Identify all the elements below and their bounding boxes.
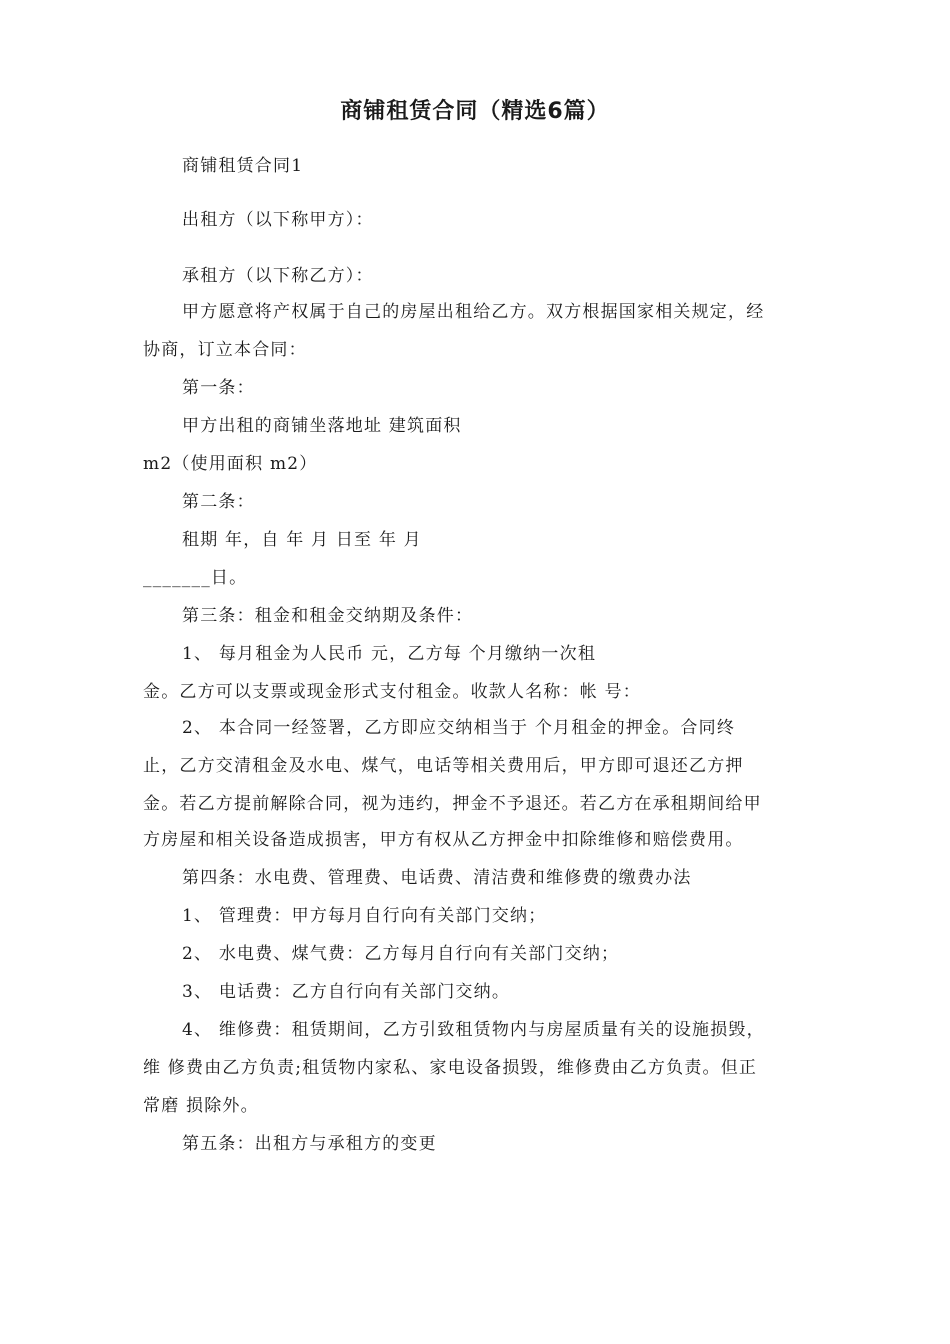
paragraph-line: 租期 年，自 年 月 日至 年 月 <box>182 530 422 550</box>
paragraph-line: 甲方出租的商铺坐落地址 建筑面积 <box>182 416 462 436</box>
article-heading: 第二条： <box>182 492 255 512</box>
paragraph-line: 常磨 损除外。 <box>143 1096 259 1116</box>
paragraph-line: 金。乙方可以支票或现金形式支付租金。收款人名称：帐 号： <box>143 682 642 702</box>
section-heading-contract-1: 商铺租赁合同1 <box>182 156 304 176</box>
list-item: 2、 水电费、煤气费：乙方每月自行向有关部门交纳； <box>182 944 620 964</box>
article-heading: 第三条：租金和租金交纳期及条件： <box>182 606 474 626</box>
paragraph-line: _______日。 <box>143 568 248 588</box>
paragraph-line: 金。若乙方提前解除合同，视为违约，押金不予退还。若乙方在承租期间给甲 <box>143 794 762 814</box>
article-heading: 第四条：水电费、管理费、电话费、清洁费和维修费的缴费办法 <box>182 868 692 888</box>
article-heading: 第五条：出租方与承租方的变更 <box>182 1134 437 1154</box>
paragraph-line: 止，乙方交清租金及水电、煤气，电话等相关费用后，甲方即可退还乙方押 <box>143 756 744 776</box>
list-item: 1、 管理费：甲方每月自行向有关部门交纳； <box>182 906 547 926</box>
paragraph-line: 甲方愿意将产权属于自己的房屋出租给乙方。双方根据国家相关规定，经 <box>182 302 765 322</box>
list-item: 3、 电话费：乙方自行向有关部门交纳。 <box>182 982 511 1002</box>
paragraph-line: 方房屋和相关设备造成损害，甲方有权从乙方押金中扣除维修和赔偿费用。 <box>143 830 744 850</box>
document-title: 商铺租赁合同（精选6篇） <box>340 99 610 124</box>
lessor-line: 出租方（以下称甲方）： <box>182 210 374 230</box>
article-heading: 第一条： <box>182 378 255 398</box>
list-item: 2、 本合同一经签署，乙方即应交纳相当于 个月租金的押金。合同终 <box>182 718 736 738</box>
list-item: 1、 每月租金为人民币 元，乙方每 个月缴纳一次租 <box>182 644 597 664</box>
paragraph-line: 协商，订立本合同： <box>143 340 307 360</box>
paragraph-line: m2（使用面积 m2） <box>143 454 318 474</box>
paragraph-line: 维 修费由乙方负责;租赁物内家私、家电设备损毁，维修费由乙方负责。但正 <box>143 1058 758 1078</box>
lessee-line: 承租方（以下称乙方）： <box>182 266 374 286</box>
list-item: 4、 维修费：租赁期间，乙方引致租赁物内与房屋质量有关的设施损毁， <box>182 1020 765 1040</box>
